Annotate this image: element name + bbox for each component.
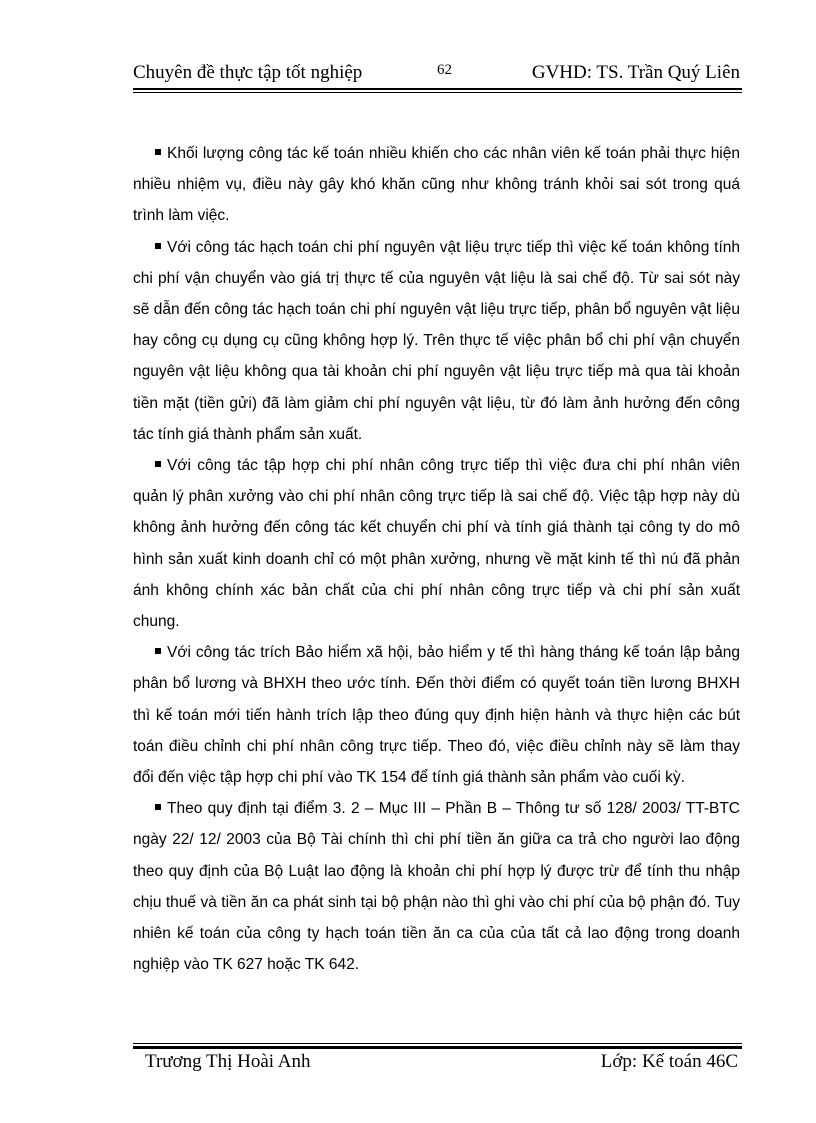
paragraph [133, 232, 740, 450]
author-name: Trương Thị Hoài Anh [145, 1051, 311, 1072]
page-footer [133, 1047, 740, 1075]
paragraph [133, 793, 740, 980]
paragraph-text: Khối lượng công tác kế toán nhiều khiến cho các nhân viên kế toán phải thực hiện nhiều nhiệm vụ, điều này gây khó khăn cũng như không tránh khỏi sai sót trong quá trình làm việc. [133, 145, 740, 225]
square-bullet-icon [155, 461, 161, 467]
document-title: Chuyên đề thực tập tốt nghiệp [133, 62, 363, 83]
class-label: Lớp: Kế toán 46C [600, 1051, 738, 1072]
header-rule-thick [133, 88, 742, 90]
paragraph [133, 138, 740, 232]
square-bullet-icon [155, 149, 161, 155]
paragraph [133, 450, 740, 637]
square-bullet-icon [155, 804, 161, 810]
paragraph-text: Với công tác tập hợp chi phí nhân công trực tiếp thì việc đưa chi phí nhân viên quản lý phân xưởng vào chi phí nhân công trực tiếp là sai chế độ. Việc tập hợp này dù không ảnh hưởng đến công tác kết chuyển chi phí và tính giá thành tại công ty do mô hình sản xuất kinh doanh chỉ có một phân xưởng, nhưng về mặt kinh tế thì nú đã phản ánh không chính xác bản chất của chi phí nhân công trực tiếp và chi phí sản xuất chung. [133, 457, 740, 631]
square-bullet-icon [155, 243, 161, 249]
square-bullet-icon [155, 648, 161, 654]
footer-rule-thin [133, 1043, 742, 1044]
page-number: 62 [437, 62, 452, 78]
paragraph-text: Với công tác trích Bảo hiểm xã hội, bảo hiểm y tế thì hàng tháng kế toán lập bảng phân bổ lương và BHXH theo ước tính. Đến thời điểm có quyết toán tiền lương BHXH thì kế toán mới tiến hành trích lập theo đúng quy định hiện hành và thực hiện các bút toán điều chỉnh chi phí nhân công trực tiếp. Theo đó, việc điều chỉnh này sẽ làm thay đổi đến việc tập hợp chi phí vào TK 154 để tính giá thành sản phẩm vào cuối kỳ. [133, 644, 740, 787]
supervisor-label: GVHD: TS. Trần Quý Liên [531, 62, 740, 83]
paragraph-text: Với công tác hạch toán chi phí nguyên vật liệu trực tiếp thì việc kế toán không tính chi phí vận chuyển vào giá trị thực tế của nguyên vật liệu là sai chế độ. Từ sai sót này sẽ dẫn đến công tác hạch toán chi phí nguyên vật liệu trực tiếp, phân bổ nguyên vật liệu hay công cụ dụng cụ cũng không hợp lý. Trên thực tế việc phân bổ chi phí vận chuyển nguyên vật liệu không qua tài khoản chi phí nguyên vật liệu trực tiếp mà qua tài khoản tiền mặt (tiền gửi) đã làm giảm chi phí nguyên vật liệu, từ đó làm ảnh hưởng đến công tác tính giá thành phẩm sản xuất. [133, 238, 740, 443]
paragraph [133, 637, 740, 793]
paragraph-text: Theo quy định tại điểm 3. 2 – Mục III – Phần B – Thông tư số 128/ 2003/ TT-BTC ngày 22/ 12/ 2003 của Bộ Tài chính thì chi phí tiền ăn giữa ca trả cho người lao động theo quy định của Bộ Luật lao động là khoản chi phí hợp lý được trừ để tính thu nhập chịu thuế và tiền ăn ca phát sinh tại bộ phận nào thì ghi vào chi phí của bộ phận đó. Tuy nhiên kế toán của công ty hạch toán tiền ăn ca của của tất cả lao động trong doanh nghiệp vào TK 627 hoặc TK 642. [133, 800, 740, 974]
header-rule-thin [133, 92, 742, 93]
body-text [133, 138, 740, 980]
page-header [133, 60, 740, 90]
